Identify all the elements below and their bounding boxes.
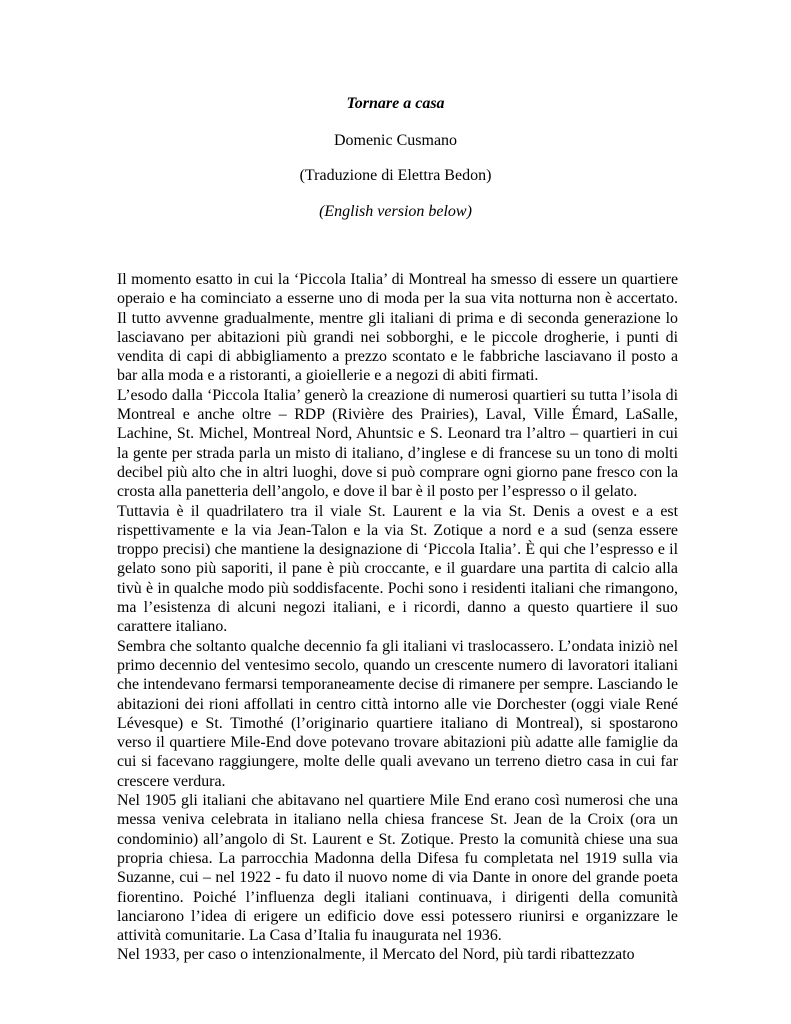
paragraph-5: Nel 1905 gli italiani che abitavano nel quartiere Mile End erano così numerosi che una messa veniva celebrata in italiano nella chiesa francese St. Jean de la Croix (ora un condominio) all’angolo di St. Laurent e St. Zotique. Presto la comunità chiese una sua propria chiesa. La parrocchia Madonna della Difesa fu completata nel 1919 sulla via Suzanne, cui – nel 1922 - fu dato il nuovo nome di via Dante in onore del grande poeta fiorentino. Poiché l’influenza degli italiani continuava, i dirigenti della comunità lanciarono l’idea di erigere un edificio dove essi potessero riunirsi e organizzare le attività comunitarie. La Casa d’Italia fu inaugurata nel 1936. bbox=[117, 792, 678, 945]
paragraph-2: L’esodo dalla ‘Piccola Italia’ generò la creazione di numerosi quartieri su tutta l’isola di Montreal e anche oltre – RDP (Rivière des Prairies), Laval, Ville Émard, LaSalle, Lachine, St. Michel, Montreal Nord, Ahuntsic e S. Leonard tra l’altro – quartieri in cui la gente per strada parla un misto di italiano, d’inglese e di francese su un tono di molti decibel più alto che in altri luoghi, dove si può comprare ogni giorno pane fresco con la crosta alla panetteria dell’angolo, e dove il bar è il posto per l’espresso o il gelato. bbox=[117, 386, 678, 501]
paragraph-4: Sembra che soltanto qualche decennio fa gli italiani vi traslocassero. L’ondata iniziò nel primo decennio del ventesimo secolo, quando un crescente numero di lavoratori italiani che intendevano fermarsi temporaneamente decise di rimanere per sempre. Lasciando le abitazioni dei rioni affollati in centro città intorno alle vie Dorchester (oggi viale René Lévesque) e St. Timothé (l’originario quartiere italiano di Montreal), si spostarono verso il quartiere Mile-End dove potevano trovare abitazioni più adatte alle famiglie da cui si facevano raggiungere, molte delle quali avevano un terreno dietro casa in cui far crescere verdura. bbox=[117, 637, 678, 790]
english-version-note: (English version below) bbox=[319, 203, 472, 220]
translator-credit: (Traduzione di Elettra Bedon) bbox=[299, 167, 492, 184]
paragraph-1: Il momento esatto in cui la ‘Piccola Italia’ di Montreal ha smesso di essere un quartiere operaio e ha cominciato a esserne uno di moda per la sua vita notturna non è accertato. Il tutto avvenne gradualmente, mentre gli italiani di prima e di seconda generazione lo lasciavano per abitazioni più grandi nei sobborghi, e le piccole drogherie, i punti di vendita di capi di abbigliamento a prezzo scontato e le fabbriche lasciavano il posto a bar alla moda e a ristoranti, a gioiellerie e a negozi di abiti firmati. bbox=[117, 271, 678, 385]
body-text bbox=[117, 270, 678, 965]
paragraph-3: Tuttavia è il quadrilatero tra il viale St. Laurent e la via St. Denis a ovest e a est rispettivamente e la via Jean-Talon e la via St. Zotique a nord e a sud (senza essere troppo precisi) che mantiene la designazione di ‘Piccola Italia’. È qui che l’espresso e il gelato sono più saporiti, il pane è più croccante, e il guardare una partita di calcio alla tivù è in qualche modo più soddisfacente. Pochi sono i residenti italiani che rimangono, ma l’esistenza di alcuni negozi italiani, e i ricordi, danno a questo quartiere il suo carattere italiano. bbox=[117, 502, 678, 636]
author-name: Domenic Cusmano bbox=[333, 132, 458, 149]
paragraph-6: Nel 1933, per caso o intenzionalmente, il Mercato del Nord, più tardi ribattezzato bbox=[117, 946, 635, 964]
document-title: Tornare a casa bbox=[346, 95, 445, 112]
